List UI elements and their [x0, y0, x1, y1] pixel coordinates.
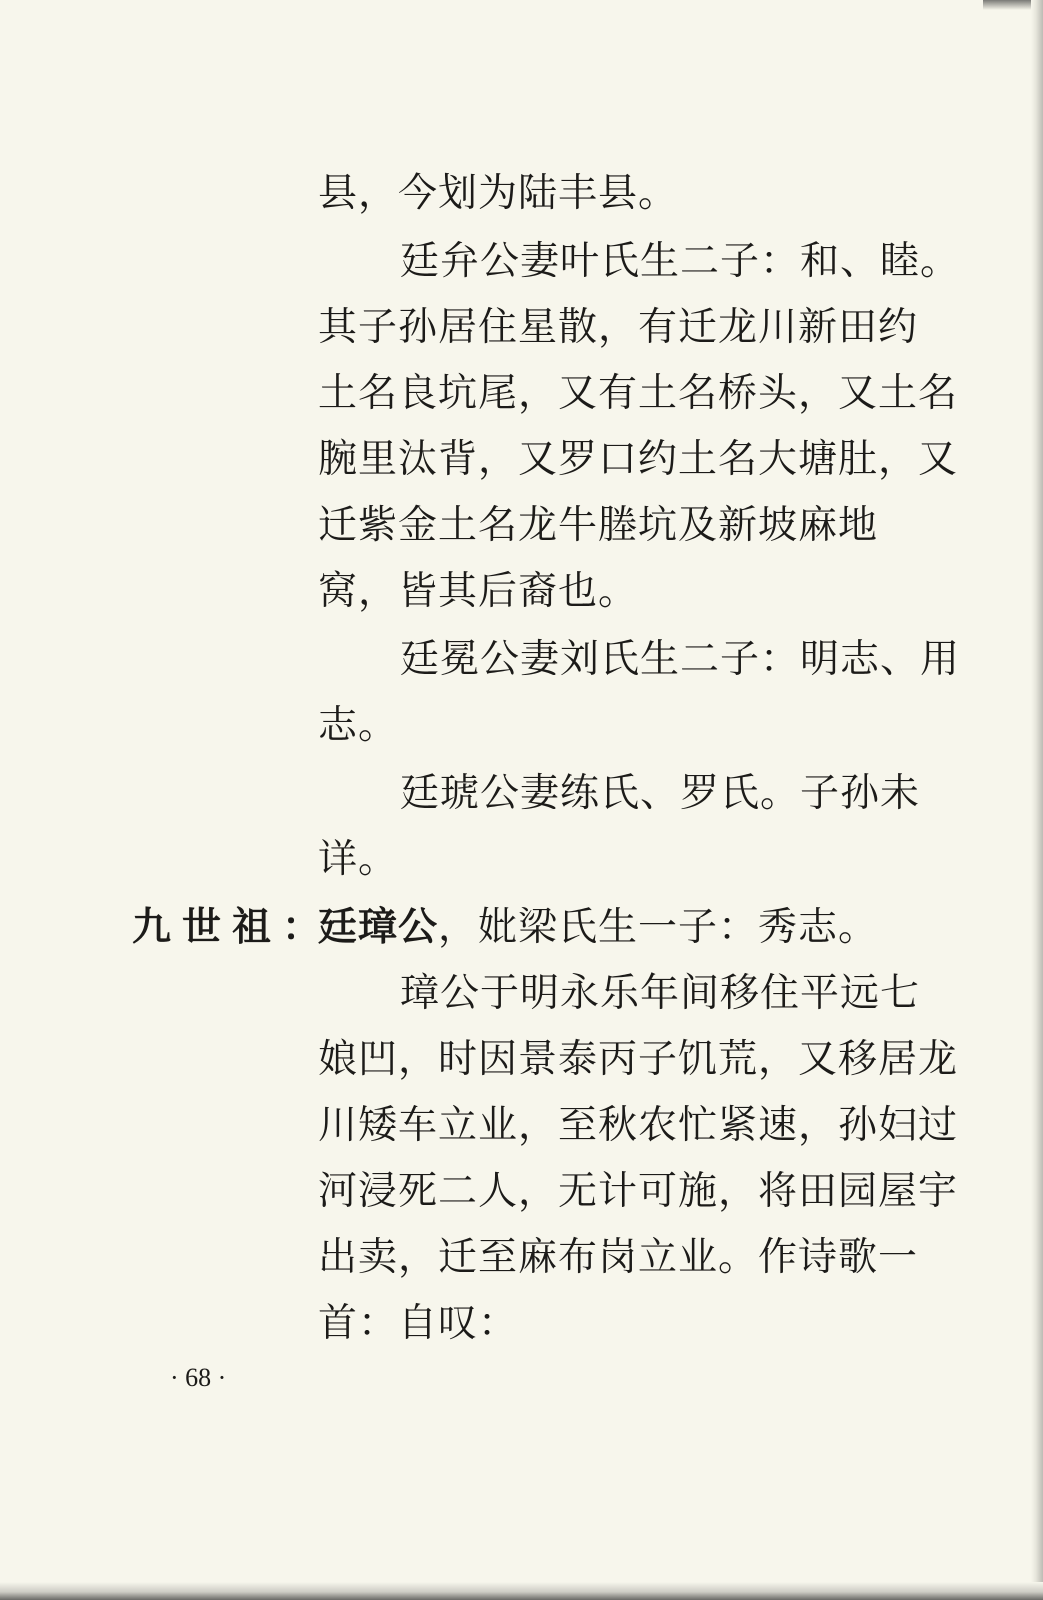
ancestor-name: 廷璋公	[318, 905, 439, 950]
text-line-1: 县，今划为陆丰县。	[318, 171, 679, 216]
text-line-5: 腕里汰背，又罗口约土名大塘肚，又	[318, 437, 959, 482]
text-line-10: 廷琥公妻练氏、罗氏。子孙未	[400, 771, 921, 816]
generation-heading: 九世祖：	[132, 905, 333, 950]
ancestor-details: ，妣梁氏生一子：秀志。	[438, 905, 879, 950]
text-line-15: 川矮车立业，至秋农忙紧速，孙妇过	[318, 1103, 959, 1148]
text-line-4: 土名良坑尾，又有土名桥头，又土名	[318, 371, 959, 416]
text-line-7: 窝，皆其后裔也。	[318, 569, 639, 614]
text-line-2: 廷弁公妻叶氏生二子：和、睦。	[400, 239, 961, 284]
text-line-6: 迁紫金土名龙牛塍坑及新坡麻地	[318, 503, 879, 548]
text-line-16: 河浸死二人，无计可施，将田园屋宇	[318, 1169, 959, 1214]
text-line-17: 出卖，迁至麻布岗立业。作诗歌一	[318, 1235, 919, 1280]
scan-shadow-bottom	[0, 1582, 1043, 1600]
text-line-18: 首：自叹：	[318, 1301, 519, 1346]
text-line-3: 其子孙居住星散，有迁龙川新田约	[318, 305, 919, 350]
text-line-12	[318, 906, 878, 950]
page-number: · 68 ·	[170, 1363, 227, 1392]
text-line-14: 娘凹，时因景泰丙子饥荒，又移居龙	[318, 1037, 959, 1082]
scan-shadow-right	[1031, 0, 1043, 1600]
text-line-13: 璋公于明永乐年间移住平远七	[400, 971, 921, 1016]
text-line-9: 志。	[318, 703, 399, 748]
text-line-11: 详。	[318, 837, 399, 882]
text-line-8: 廷冕公妻刘氏生二子：明志、用	[400, 637, 961, 682]
